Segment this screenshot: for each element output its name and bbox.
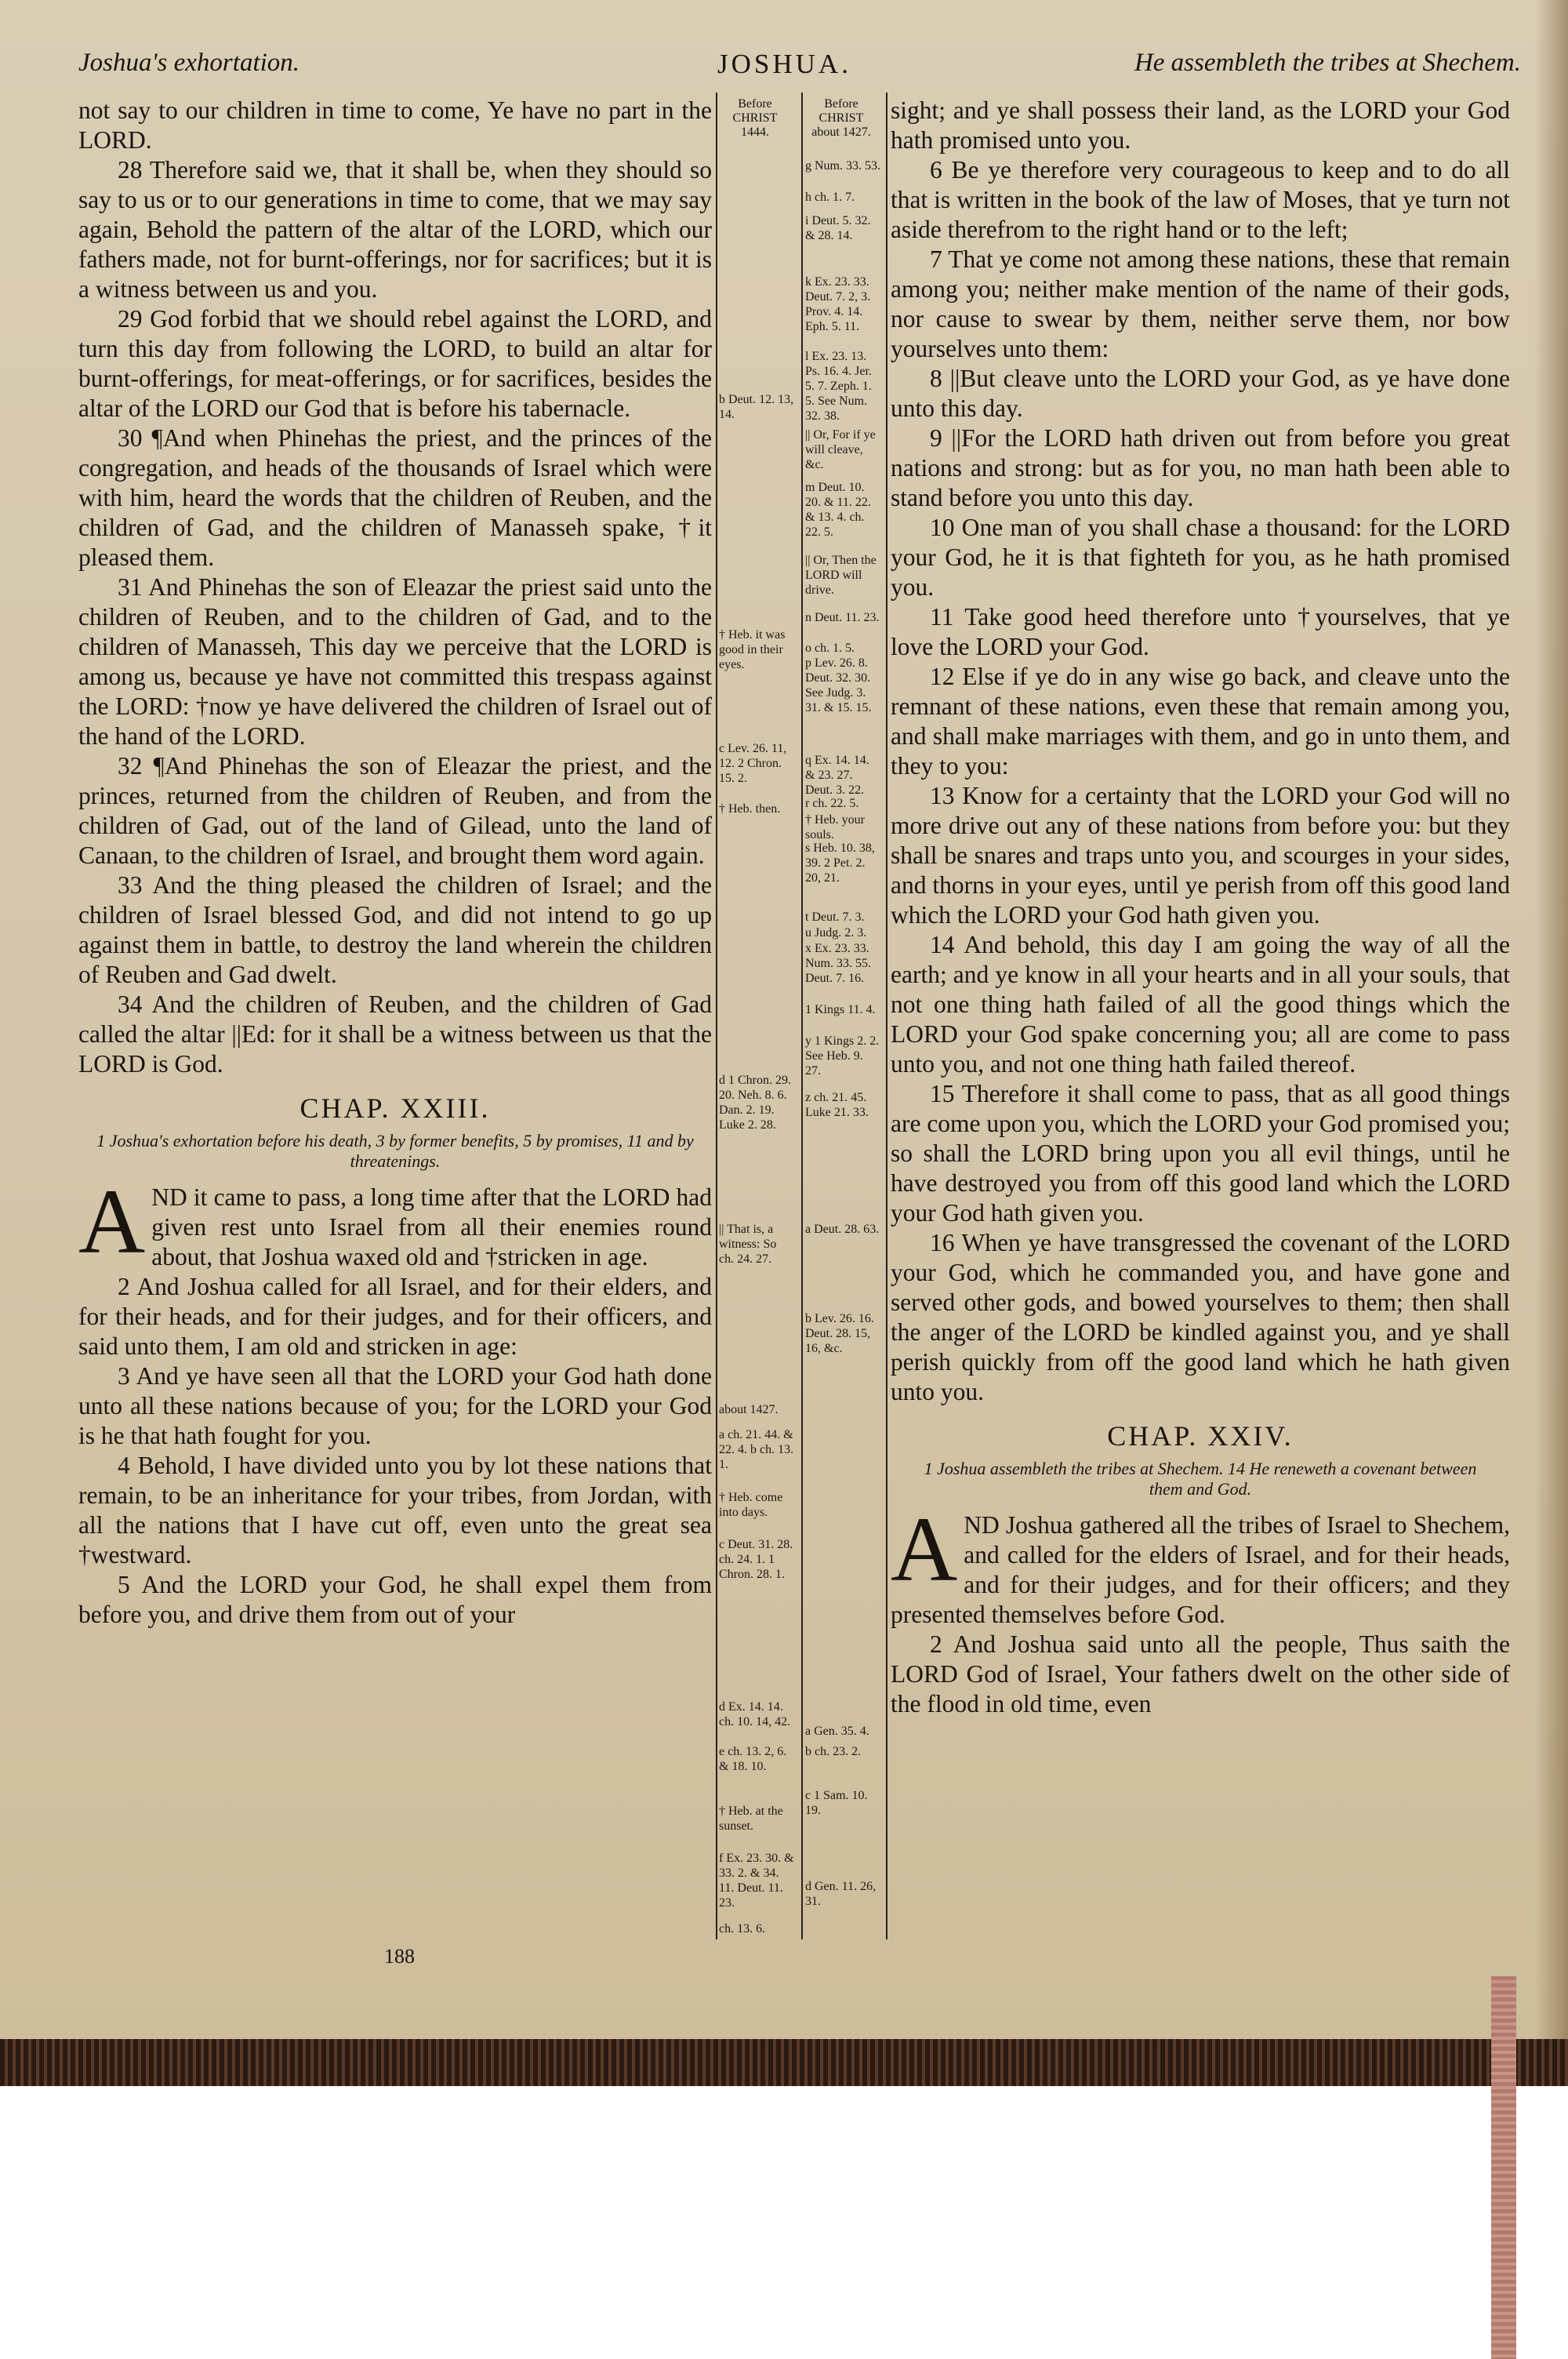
header-left: Joshua's exhortation. [78, 49, 300, 77]
verse-2: 2 And Joshua called for all Israel, and for their elders, and for their heads, and for their judges, and for their officers, and said unto them, I am old and stricken in age: [78, 1273, 712, 1360]
verse-9: 9 ||For the LORD hath driven out from before you great nations and strong: but as for you, no man hath been able to stand before you unto this day. [891, 424, 1510, 511]
header-book-title: JOSHUA. [717, 49, 851, 79]
margin-note: d Ex. 14. 14. ch. 10. 14, 42. [719, 1700, 791, 1728]
margin-note: ch. 13. 6. [719, 1922, 766, 1936]
verse-1-text: ND Joshua gathered all the tribes of Israel to Shechem, and called for the elders of Israel, and for their heads, and for their judges, and for their officers; and they presented themselves before God. [891, 1511, 1510, 1628]
verse-8: 8 ||But cleave unto the LORD your God, as ye have done unto this day. [891, 365, 1510, 422]
margin-note: || Or, For if ye will cleave, &c. [805, 428, 876, 471]
margin-note: x Ex. 23. 33. Num. 33. 55. Deut. 7. 16. [805, 942, 871, 985]
column-rule-middle [801, 93, 803, 1939]
verse-continuation: sight; and ye shall possess their land, as the LORD your God hath promised unto you. [891, 96, 1510, 154]
margin-note: o ch. 1. 5. [805, 642, 855, 655]
margin-head-right: Before CHRIST about 1427. [811, 97, 871, 139]
margin-note: d 1 Chron. 29. 20. Neh. 8. 6. Dan. 2. 19. Luke 2. 28. [719, 1074, 791, 1132]
column-rule-right [886, 93, 887, 1939]
drop-cap: A [78, 1170, 146, 1273]
margin-note: c Deut. 31. 28. ch. 24. 1. 1 Chron. 28. 1. [719, 1538, 793, 1581]
margin-note: d Gen. 11. 26, 31. [805, 1880, 877, 1908]
page-number: 188 [384, 1945, 415, 1968]
margin-note: a ch. 21. 44. & 22. 4. b ch. 13. 1. [719, 1428, 794, 1471]
verse-30: 30 ¶And when Phinehas the priest, and the princes of the congregation, and heads of the thousands of Israel which were with him, heard the words that the children of Reuben, and the children of Gad, and the children of Manasseh spake, †it pleased them. [78, 424, 712, 571]
verse-16: 16 When ye have transgressed the covenant of the LORD your God, which he commanded you, and have gone and served other gods, and bowed yourselves to them; then shall the anger of the LORD be kindled against you, and ye shall perish quickly from off the good land which he hath given unto you. [891, 1229, 1510, 1405]
margin-note: z ch. 21. 45. Luke 21. 33. [805, 1091, 869, 1119]
margin-note: about 1427. [719, 1403, 779, 1416]
verse-5: 5 And the LORD your God, he shall expel them from before you, and drive them from out of your [78, 1571, 712, 1628]
margin-note: p Lev. 26. 8. Deut. 32. 30. See Judg. 3. 31. & 15. 15. [805, 656, 872, 714]
verse-4: 4 Behold, I have divided unto you by lot these nations that remain, to be an inheritance for your tribes, from Jordan, with all the nations that I have cut off, even unto the great sea †westward. [78, 1452, 712, 1568]
verse-32: 32 ¶And Phinehas the son of Eleazar the priest, and the princes, returned from the children of Reuben, and from the children of Gad, out of the land of Gilead, unto the land of Canaan, to the children of Israel, and brought them word again. [78, 752, 712, 869]
chapter-title-24: CHAP. XXIV. [1107, 1420, 1294, 1452]
verse-28: 28 Therefore said we, that it shall be, when they should so say to us or to our generations in time to come, that we may say again, Behold the pattern of the altar of the LORD, which our fathers made, not for burnt-offerings, nor for sacrifices; but it is a witness between us and you. [78, 156, 712, 303]
margin-note: i Deut. 5. 32. & 28. 14. [805, 214, 871, 242]
verse-31: 31 And Phinehas the son of Eleazar the priest said unto the children of Reuben, and to the children of Gad, and to the children of Manasseh, This day we perceive that the LORD is among us, because ye have not committed this trespass against the LORD: †now ye have delivered the children of Israel out of the hand of the LORD. [78, 573, 712, 750]
verse-7: 7 That ye come not among these nations, these that remain among you; neither make mention of the name of their gods, nor cause to swear by them, neither serve them, nor bow yourselves unto them: [891, 245, 1510, 362]
verse-14: 14 And behold, this day I am going the way of all the earth; and ye know in all your hearts and in all your souls, that not one thing hath failed of all the good things which the LORD your God spake concerning you; all are come to pass unto you, and not one thing hath failed thereof. [891, 931, 1510, 1078]
verse-2: 2 And Joshua said unto all the people, Thus saith the LORD God of Israel, Your fathers dwelt on the other side of the flood in old time, even [891, 1630, 1510, 1717]
verse-1-text: ND it came to pass, a long time after that the LORD had given rest unto Israel from all their enemies round about, that Joshua waxed old and †stricken in age. [151, 1183, 712, 1270]
margin-note: † Heb. at the sunset. [719, 1805, 783, 1833]
margin-note: † Heb. come into days. [719, 1491, 783, 1519]
verse-34: 34 And the children of Reuben, and the children of Gad called the altar ||Ed: for it shall be a witness between us that the LORD is God. [78, 990, 712, 1078]
chapter-summary-23: 1 Joshua's exhortation before his death, 3 by former benefits, 5 by promises, 11 and by threatenings. [96, 1131, 694, 1171]
verse-13: 13 Know for a certainty that the LORD your God will no more drive out any of these nations from before you: but they shall be snares and traps unto you, and scourges in your sides, and thorns in your eyes, until ye perish from off this good land which the LORD your God hath given you. [891, 782, 1510, 929]
verse-11: 11 Take good heed therefore unto †yourselves, that ye love the LORD your God. [891, 603, 1510, 660]
margin-note: e ch. 13. 2, 6. & 18. 10. [719, 1745, 787, 1773]
margin-note: † Heb. it was good in their eyes. [719, 628, 786, 671]
margin-note: t Deut. 7. 3. [805, 911, 865, 924]
left-text-column [78, 96, 712, 1630]
verse-10: 10 One man of you shall chase a thousand: for the LORD your God, he it is that fighteth for you, as he hath promised you. [891, 514, 1510, 601]
margin-note: || That is, a witness: So ch. 24. 27. [719, 1223, 777, 1266]
chapter-24-verse-1 [891, 1498, 1510, 1630]
margin-note: r ch. 22. 5. [805, 797, 859, 810]
verse-6: 6 Be ye therefore very courageous to keep and to do all that is written in the book of the law of Moses, that ye turn not aside therefrom to the right hand or to the left; [891, 156, 1510, 243]
margin-note: q Ex. 14. 14. & 23. 27. Deut. 3. 22. [805, 754, 869, 797]
margin-note: || Or, Then the LORD will drive. [805, 554, 877, 597]
margin-note: † Heb. then. [719, 802, 781, 816]
book-binding-edge [0, 2039, 1568, 2086]
margin-note: h ch. 1. 7. [805, 191, 855, 204]
margin-note: s Heb. 10. 38, 39. 2 Pet. 2. 20, 21. [805, 841, 875, 885]
margin-note: u Judg. 2. 3. [805, 926, 867, 940]
margin-note: a Gen. 35. 4. [805, 1725, 869, 1738]
margin-note: a Deut. 28. 63. [805, 1223, 880, 1236]
margin-note: 1 Kings 11. 4. [805, 1003, 876, 1016]
margin-note: f Ex. 23. 30. & 33. 2. & 34. 11. Deut. 11. 23. [719, 1852, 794, 1910]
chapter-23-verse-1 [78, 1170, 712, 1273]
margin-head-left: Before CHRIST 1444. [732, 97, 778, 139]
margin-note: l Ex. 23. 13. Ps. 16. 4. Jer. 5. 7. Zeph. 1. 5. See Num. 32. 38. [805, 350, 872, 423]
margin-note: g Num. 33. 53. [805, 159, 880, 173]
verse-33: 33 And the thing pleased the children of Israel; and the children of Israel blessed God, and did not intend to go up against them in battle, to destroy the land wherein the children of Reuben and Gad dwelt. [78, 871, 712, 988]
header-right: He assembleth the tribes at Shechem. [1134, 49, 1521, 77]
bookmark-ribbon [1491, 1976, 1516, 2359]
column-rule-left [716, 93, 717, 1939]
margin-note: y 1 Kings 2. 2. See Heb. 9. 27. [805, 1034, 880, 1078]
right-text-column [891, 96, 1510, 1719]
margin-note: m Deut. 10. 20. & 11. 22. & 13. 4. ch. 22. 5. [805, 481, 871, 539]
verse-continuation: not say to our children in time to come, Ye have no part in the LORD. [78, 96, 712, 154]
chapter-summary-24: 1 Joshua assembleth the tribes at Shechem. 14 He reneweth a covenant between them and God. [924, 1459, 1477, 1499]
verse-12: 12 Else if ye do in any wise go back, and cleave unto the remnant of these nations, even these that remain among you, and shall make marriages with them, and go in unto them, and they to you: [891, 663, 1510, 780]
margin-note: c 1 Sam. 10. 19. [805, 1789, 868, 1817]
verse-15: 15 Therefore it shall come to pass, that as all good things are come upon you, which the LORD your God promised you; so shall the LORD bring upon you all evil things, until he have destroyed you from off this good land which the LORD your God hath given you. [891, 1080, 1510, 1227]
verse-29: 29 God forbid that we should rebel against the LORD, and turn this day from following the LORD, to build an altar for burnt-offerings, for meat-offerings, or for sacrifices, besides the altar of the LORD our God that is before his tabernacle. [78, 305, 712, 422]
drop-cap: A [891, 1498, 958, 1601]
margin-note: n Deut. 11. 23. [805, 611, 880, 624]
margin-note: b Deut. 12. 13, 14. [719, 393, 794, 421]
running-header [78, 49, 1521, 88]
margin-note: † Heb. your souls. [805, 813, 865, 841]
page-edge-shadow [1535, 0, 1568, 2055]
verse-3: 3 And ye have seen all that the LORD your God hath done unto all these nations because of you; for the LORD your God is he that hath fought for you. [78, 1362, 712, 1449]
chapter-title-23: CHAP. XXIII. [299, 1092, 491, 1124]
margin-note: k Ex. 23. 33. Deut. 7. 2, 3. Prov. 4. 14. Eph. 5. 11. [805, 275, 871, 333]
margin-note: b ch. 23. 2. [805, 1745, 862, 1758]
margin-note: c Lev. 26. 11, 12. 2 Chron. 15. 2. [719, 742, 787, 785]
margin-note: b Lev. 26. 16. Deut. 28. 15, 16, &c. [805, 1312, 874, 1355]
